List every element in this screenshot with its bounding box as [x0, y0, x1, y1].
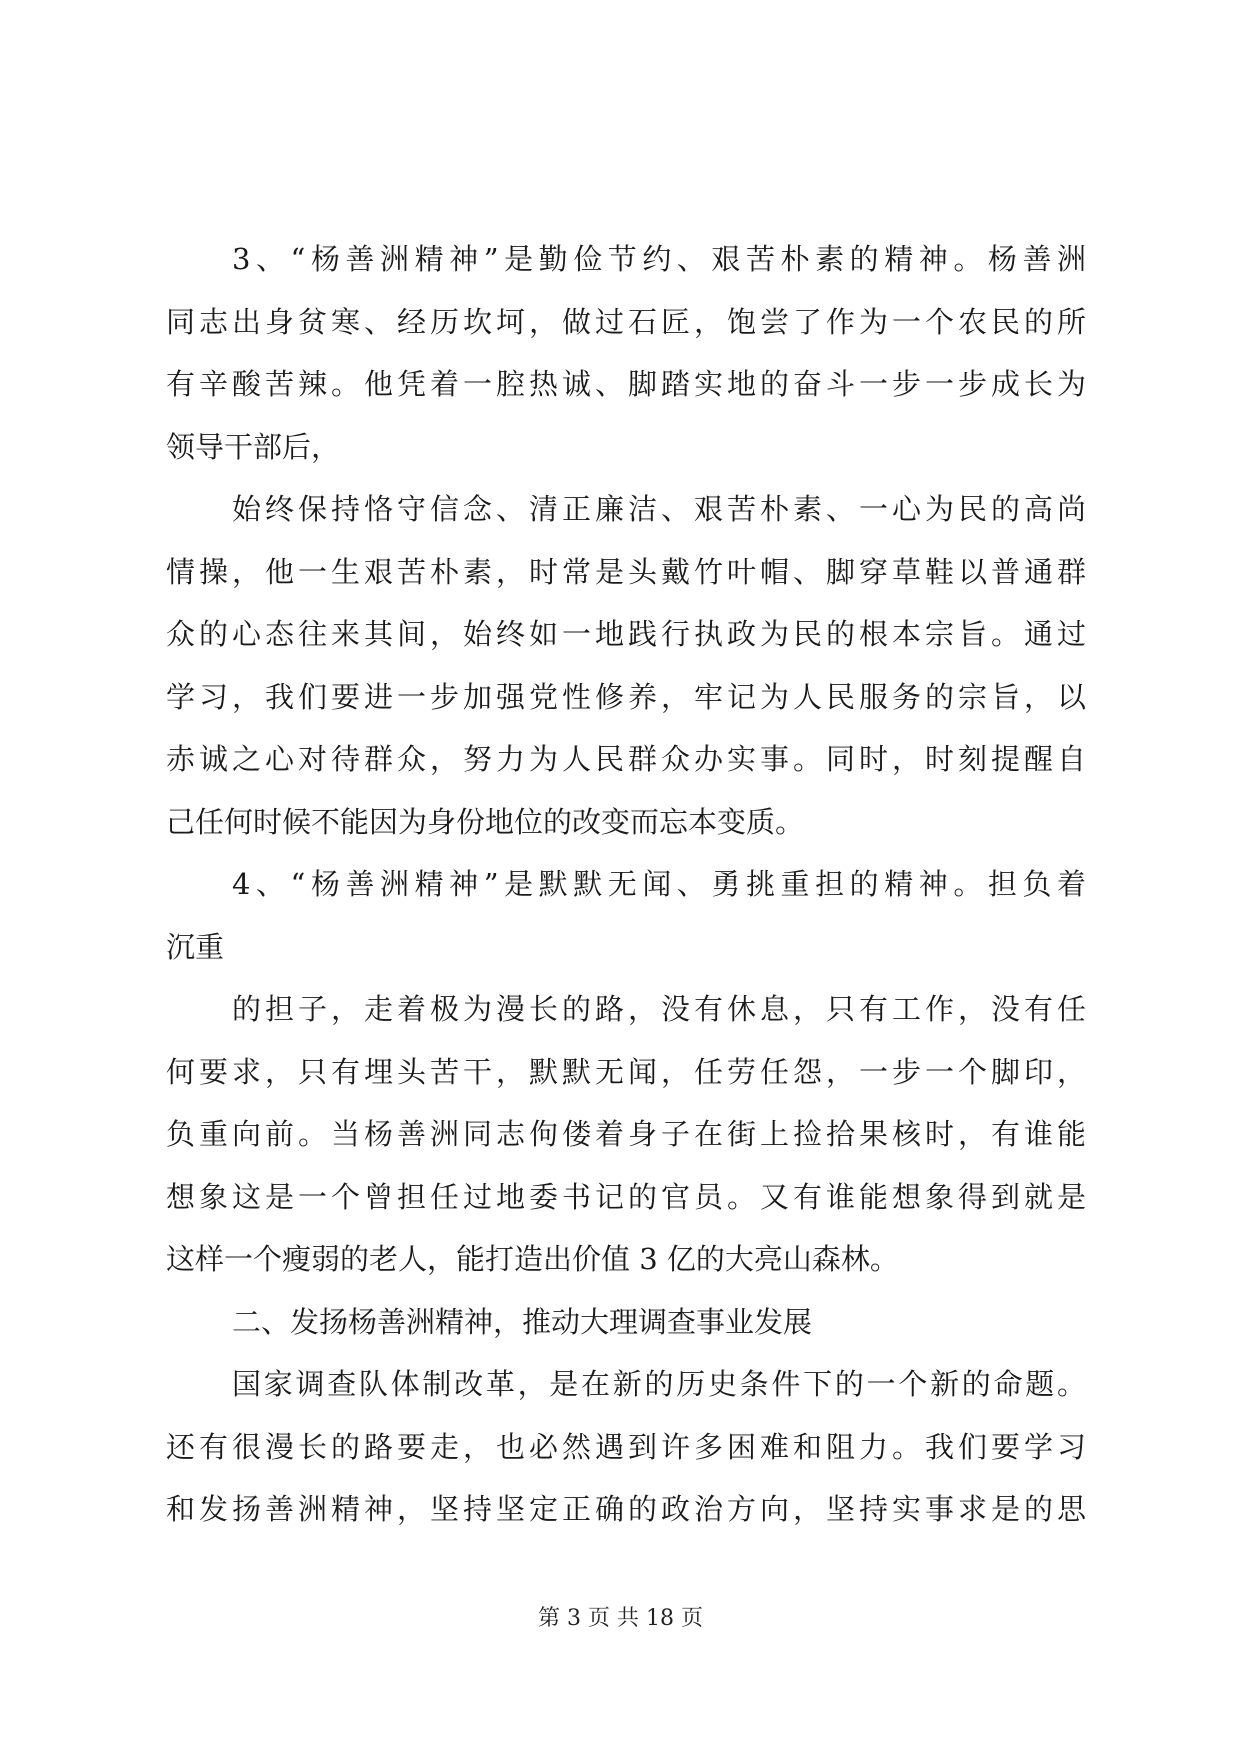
text-line: 众的心态往来其间，始终如一地践行执政为民的根本宗旨。通过	[166, 617, 1086, 651]
text-line: 同志出身贫寒、经历坎坷，做过石匠，饱尝了作为一个农民的所	[166, 304, 1086, 339]
text-line: 赤诚之心对待群众，努力为人民群众办实事。同时，时刻提醒自	[166, 742, 1086, 776]
text-line: 国家调查队体制改革，是在新的历史条件下的一个新的命题。	[232, 1367, 1086, 1401]
text-line: 4、“杨善洲精神”是默默无闻、勇挑重担的精神。担负着	[232, 867, 1086, 901]
text-line: 负重向前。当杨善洲同志佝偻着身子在街上捡拾果核时，有谁能	[166, 1117, 1086, 1151]
text-line: 始终保持恪守信念、清正廉洁、艰苦朴素、一心为民的高尚	[232, 492, 1086, 526]
text-line: 这样一个瘦弱的老人，能打造出价值 3 亿的大亮山森林。	[166, 1242, 899, 1276]
text-line: 的担子，走着极为漫长的路，没有休息，只有工作，没有任	[232, 992, 1086, 1026]
text-line: 沉重	[166, 929, 225, 964]
text-line: 己任何时候不能因为身份地位的改变而忘本变质。	[166, 804, 805, 839]
text-line: 领导干部后，	[166, 429, 341, 464]
text-line: 想象这是一个曾担任过地委书记的官员。又有谁能想象得到就是	[166, 1179, 1086, 1214]
text-line: 何要求，只有埋头苦干，默默无闻，任劳任怨，一步一个脚印，	[166, 1054, 1086, 1089]
text-line: 和发扬善洲精神，坚持坚定正确的政治方向，坚持实事求是的思	[166, 1492, 1086, 1526]
text-line: 3、“杨善洲精神”是勤俭节约、艰苦朴素的精神。杨善洲	[232, 242, 1086, 276]
text-line: 还有很漫长的路要走，也必然遇到许多困难和阻力。我们要学习	[166, 1429, 1086, 1464]
section-heading: 二、发扬杨善洲精神，推动大理调查事业发展	[232, 1304, 813, 1339]
page-number-footer: 第 3 页 共 18 页	[538, 1606, 703, 1631]
text-line: 学习，我们要进一步加强党性修养，牢记为人民服务的宗旨，以	[166, 679, 1086, 714]
body-text	[166, 228, 1086, 1541]
text-line: 情操，他一生艰苦朴素，时常是头戴竹叶帽、脚穿草鞋以普通群	[166, 554, 1086, 589]
text-line: 有辛酸苦辣。他凭着一腔热诚、脚踏实地的奋斗一步一步成长为	[166, 367, 1086, 401]
